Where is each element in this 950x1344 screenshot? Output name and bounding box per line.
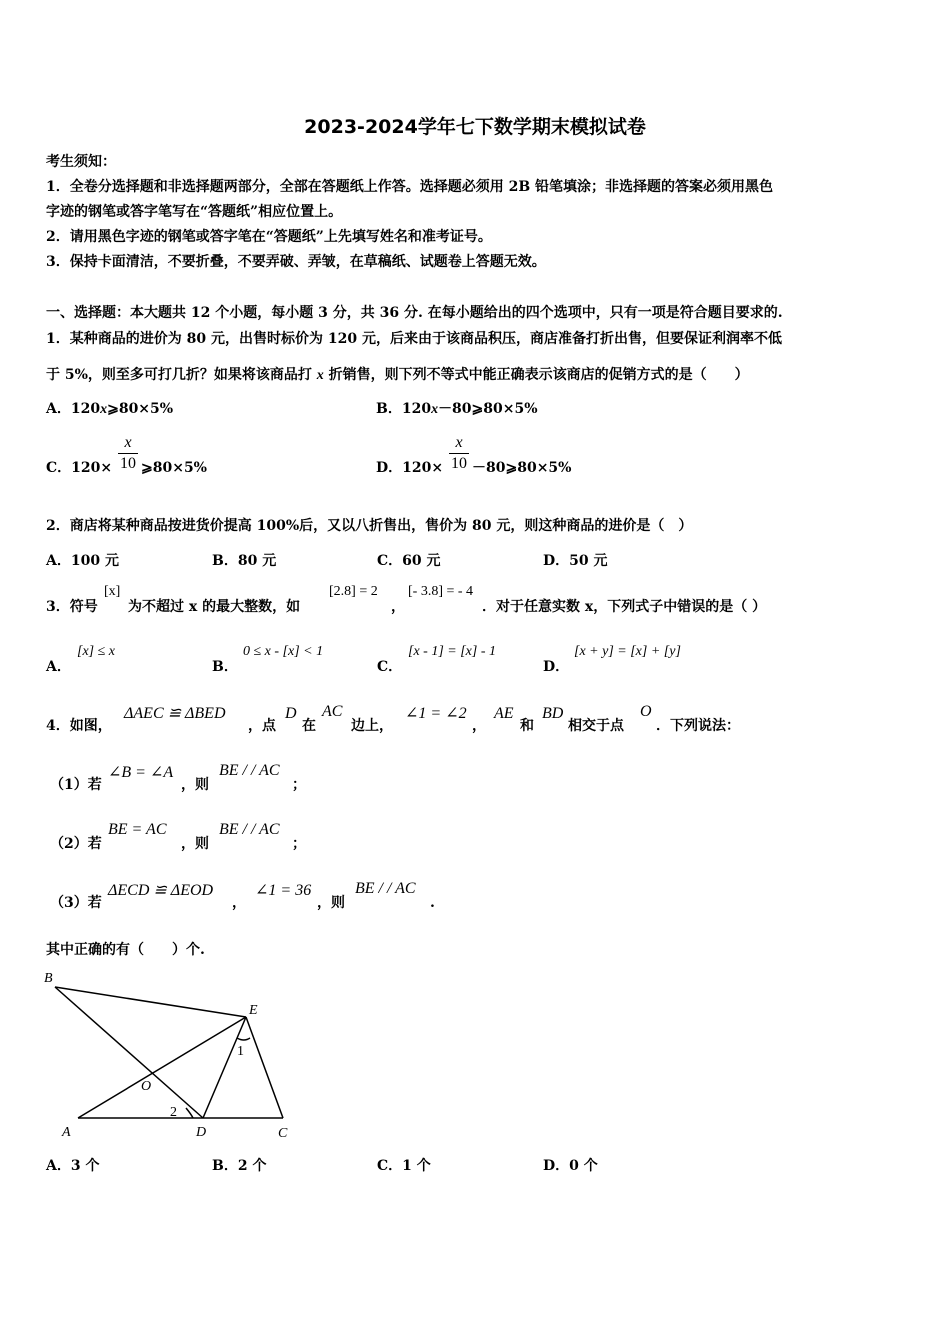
fraction-denominator: 10	[120, 455, 136, 472]
q4-s1-end: ；	[292, 777, 306, 793]
q4-question: 其中正确的有（ ）个.	[46, 942, 205, 958]
q1-x: x	[316, 368, 324, 383]
q1-option-a[interactable]	[46, 400, 173, 419]
q4-s3-m2: ∠1 = 36	[255, 882, 312, 899]
q1-option-d-fraction	[449, 434, 469, 473]
q4-p5: ，	[472, 718, 486, 734]
q1-b-pre: B．120	[376, 401, 432, 417]
q4-option-c[interactable]: C．1 个	[377, 1158, 431, 1174]
q4-s3-m3: BE / / AC	[355, 880, 416, 897]
segment-DE	[203, 1017, 246, 1118]
section-heading: 一、选择题：本大题共 12 个小题，每小题 3 分，共 36 分. 在每小题给出的四个选项中，只有一项是符合题目要求的.	[46, 305, 783, 321]
q4-s2-end: ；	[292, 836, 306, 852]
notice-line-1a: 1．全卷分选择题和非选择题两部分，全部在答题纸上作答。选择题必须用 2B 铅笔填涂；非选择题的答案必须用黑色	[46, 179, 774, 195]
q4-m5: AE	[494, 705, 514, 722]
page-title: 2023-2024学年七下数学期末模拟试卷	[304, 116, 646, 138]
label-E: E	[249, 1003, 258, 1018]
q2-text: 2．商店将某种商品按进货价提高 100%后，又以八折售出，售价为 80 元，则这种商品的进价是（ ）	[46, 518, 693, 534]
q4-s3-mid2: ，则	[317, 895, 345, 911]
q2-option-b[interactable]: B．80 元	[212, 553, 277, 569]
q1-option-d-post: －80⩾80×5%	[472, 460, 572, 476]
label-O: O	[141, 1079, 152, 1094]
q4-p6: 和	[520, 718, 534, 734]
q4-p1: 4．如图，	[46, 718, 112, 734]
q1-line-1: 1．某种商品的进价为 80 元，出售时标价为 120 元，后来由于该商品积压，商店准备打折出售，但要保证利润率不低	[46, 331, 782, 347]
q3-option-a-math: [x] ≤ x	[77, 644, 116, 659]
q4-s1-m1: ∠B = ∠A	[108, 764, 174, 781]
q4-s2-m2: BE / / AC	[219, 821, 280, 838]
q4-s1-pre: （1）若	[50, 777, 102, 793]
q4-option-d[interactable]: D．0 个	[543, 1158, 598, 1174]
q4-m2: D	[285, 705, 297, 722]
q4-s3-m1: ΔECD ≌ ΔEOD	[108, 882, 214, 899]
q4-m4: ∠1 = ∠2	[405, 705, 467, 722]
q3-option-a-label[interactable]: A．	[46, 659, 71, 675]
q1-b-x: x	[431, 402, 439, 417]
q1-option-c-post: ⩾80×5%	[141, 460, 207, 476]
segment-AE	[78, 1017, 246, 1118]
q1-a-x: x	[100, 402, 108, 417]
q4-s2-m1: BE = AC	[108, 821, 167, 838]
fraction-numerator: x	[455, 434, 463, 451]
fraction-numerator: x	[124, 434, 132, 451]
angle-2-arc	[186, 1108, 193, 1118]
q4-s3-pre: （3）若	[50, 895, 102, 911]
fraction-denominator: 10	[451, 455, 467, 472]
label-B: B	[44, 971, 53, 986]
label-D: D	[196, 1125, 207, 1140]
geometry-figure	[40, 966, 300, 1146]
q3-p1: 3．符号	[46, 599, 98, 615]
q4-p7: 相交于点	[568, 718, 624, 734]
q2-option-c[interactable]: C．60 元	[377, 553, 441, 569]
q1-option-c-pre[interactable]: C．120×	[46, 460, 113, 476]
notice-line-1b: 字迹的钢笔或答字笔写在“答题纸”相应位置上。	[46, 204, 343, 220]
q4-s1-m2: BE / / AC	[219, 762, 280, 779]
q3-p2: 为不超过 x 的最大整数，如	[128, 599, 301, 615]
notice-line-3: 3．保持卡面清洁，不要折叠，不要弄破、弄皱，在草稿纸、试题卷上答题无效。	[46, 254, 546, 270]
q3-p4: ．对于任意实数 x，下列式子中错误的是（ ）	[482, 599, 767, 615]
angle-1-arc	[237, 1038, 250, 1040]
q4-m3: AC	[322, 703, 343, 720]
fraction-bar	[449, 453, 469, 454]
q1-a-pre: A．120	[46, 401, 101, 417]
q4-option-b[interactable]: B．2 个	[212, 1158, 267, 1174]
q4-s3-mid: ，	[232, 895, 246, 911]
q4-p2: ，点	[248, 718, 276, 734]
q3-m3: [- 3.8] = - 4	[408, 584, 474, 599]
q4-s2-pre: （2）若	[50, 836, 102, 852]
q4-m6: BD	[542, 705, 564, 722]
q3-option-c-math: [x - 1] = [x] - 1	[408, 644, 496, 659]
q1-option-d-pre[interactable]: D．120×	[376, 460, 444, 476]
q3-option-b-math: 0 ≤ x - [x] < 1	[243, 644, 324, 659]
q1-line-2	[46, 366, 749, 385]
label-C: C	[278, 1126, 288, 1141]
label-angle-2: 2	[170, 1105, 177, 1120]
q2-option-d[interactable]: D．50 元	[543, 553, 608, 569]
fraction-bar	[118, 453, 138, 454]
notice-heading: 考生须知：	[46, 154, 116, 170]
label-A: A	[62, 1125, 71, 1140]
segment-EC	[246, 1017, 283, 1118]
q4-s1-mid: ，则	[181, 777, 209, 793]
q3-option-d-label[interactable]: D．	[543, 659, 570, 675]
q4-m7: O	[640, 703, 652, 720]
q4-s2-mid: ，则	[181, 836, 209, 852]
notice-line-2: 2．请用黑色字迹的钢笔或答字笔在“答题纸”上先填写姓名和准考证号。	[46, 229, 492, 245]
q3-option-b-label[interactable]: B．	[212, 659, 238, 675]
q3-m1: [x]	[104, 584, 121, 599]
q3-option-c-label[interactable]: C．	[377, 659, 403, 675]
q1-b-post: －80⩾80×5%	[438, 401, 538, 417]
q2-option-a[interactable]: A．100 元	[46, 553, 119, 569]
q1-line-2b: 折销售，则下列不等式中能正确表示该商店的促销方式的是（ ）	[323, 367, 749, 383]
q4-option-a[interactable]: A．3 个	[46, 1158, 100, 1174]
q4-p4: 边上，	[351, 718, 393, 734]
q4-p3: 在	[302, 718, 316, 734]
q3-p3: ，	[391, 599, 405, 615]
q1-a-post: ⩾80×5%	[107, 401, 174, 417]
q1-option-c-fraction	[118, 434, 138, 473]
q4-p8: ．下列说法：	[656, 718, 740, 734]
q4-m1: ΔAEC ≌ ΔBED	[124, 705, 226, 722]
q3-m2: [2.8] = 2	[329, 584, 378, 599]
label-angle-1: 1	[237, 1044, 244, 1059]
q4-s3-end: .	[430, 895, 435, 911]
q1-line-2a: 于 5%，则至多可打几折？如果将该商品打	[46, 367, 317, 383]
q1-option-b[interactable]	[376, 400, 538, 419]
q3-option-d-math: [x + y] = [x] + [y]	[574, 644, 681, 659]
